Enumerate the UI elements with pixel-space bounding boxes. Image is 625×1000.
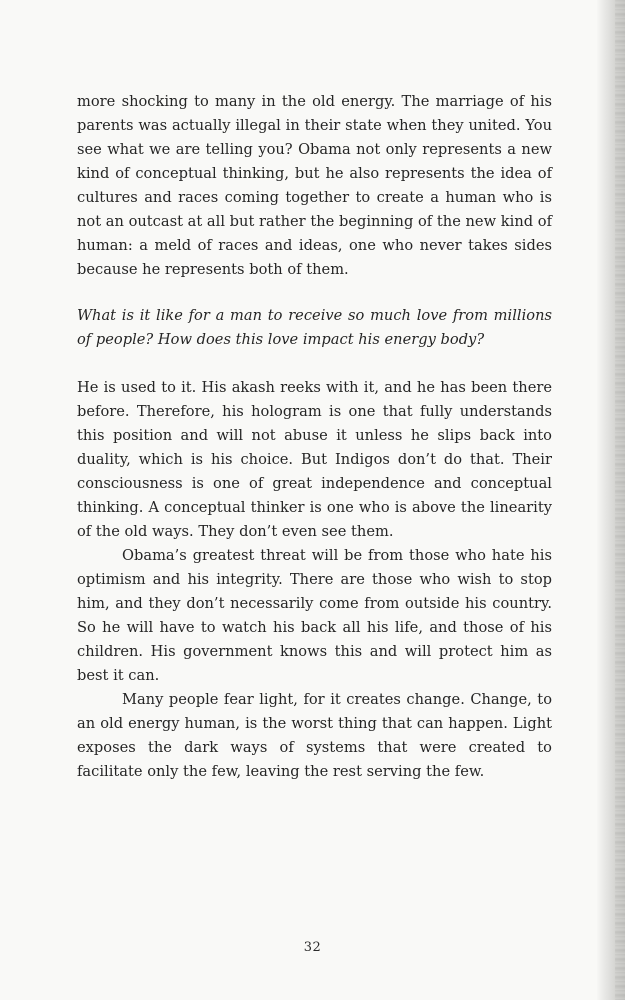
answer-paragraph: Many people fear light, for it creates change. Change, to an old energy human, is the worst thing that can happen. Light exposes the dark ways of systems that were created to facilitate only the few, leaving the rest serving the few. [77, 691, 552, 780]
page-number: 32 [303, 940, 322, 955]
page-gutter-shadow [597, 0, 625, 1000]
paragraph-continuation: more shocking to many in the old energy. The marriage of his parents was actually illegal in their state when they united. You see what we are telling you? Obama not only represents a new kind of conceptual thinking, but he also represents the idea of cultures and races coming together to create a human who is not an outcast at all but rather the beginning of the new kind of human: a meld of races and ideas, one who never takes sides because he represents both of them. [77, 93, 552, 278]
body-text [77, 90, 552, 784]
interview-question: What is it like for a man to receive so much love from millions of people? How does this love impact his energy body? [77, 307, 552, 348]
answer-paragraph: He is used to it. His akash reeks with it, and he has been there before. Therefore, his hologram is one that fully understands this position and will not abuse it unless he slips back into duality, which is his choice. But Indigos don’t do that. Their consciousness is one of great independence and conceptual thinking. A conceptual thinker is one who is above the linearity of the old ways. They don’t even see them. [77, 379, 552, 540]
answer-paragraph: Obama’s greatest threat will be from those who hate his optimism and his integrity. There are those who wish to stop him, and they don’t necessarily come from outside his country. So he will have to watch his back all his life, and those of his children. His government knows this and will protect him as best it can. [77, 547, 552, 684]
page-edge-texture [615, 0, 625, 1000]
